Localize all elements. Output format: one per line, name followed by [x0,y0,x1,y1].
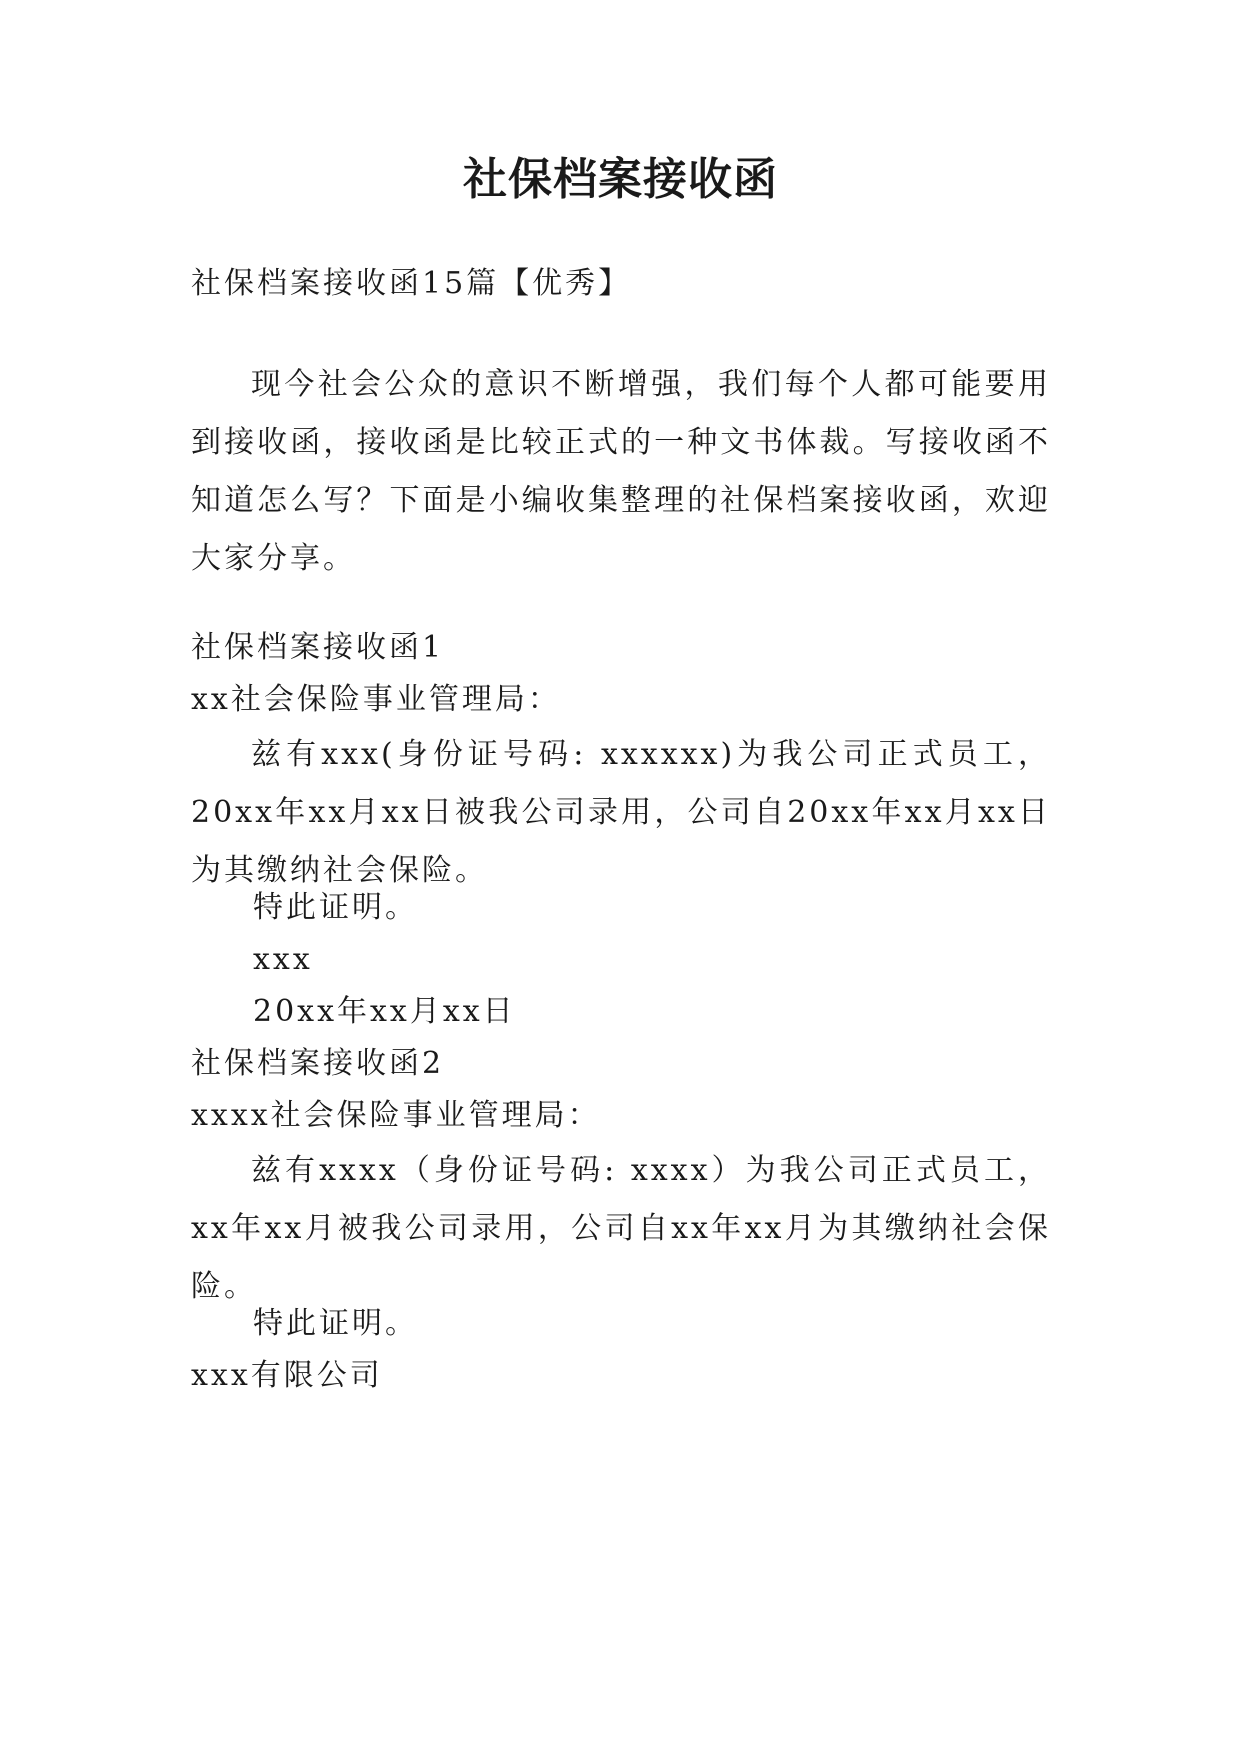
intro-paragraph: 现今社会公众的意识不断增强，我们每个人都可能要用到接收函，接收函是比较正式的一种文书体裁。写接收函不知道怎么写？下面是小编收集整理的社保档案接收函，欢迎大家分享。 [191,367,1051,576]
letter1-closing: 特此证明。 [253,890,418,925]
letter2-heading: 社保档案接收函2 [191,1046,445,1081]
letter2-signature: xxx有限公司 [191,1358,383,1393]
letter1-recipient: xx社会保险事业管理局： [191,682,561,717]
letter2-closing: 特此证明。 [253,1306,418,1341]
letter2-body: 兹有xxxx（身份证号码: xxxx）为我公司正式员工，xx年xx月被我公司录用，公司自xx年xx月为其缴纳社会保险。 [191,1153,1051,1304]
page-title: 社保档案接收函 [463,154,778,205]
letter1-heading: 社保档案接收函1 [191,630,445,665]
letter1-date: 20xx年xx月xx日 [253,994,516,1029]
document-subtitle: 社保档案接收函15篇【优秀】 [191,266,632,301]
letter1-body: 兹有xxx(身份证号码: xxxxxx)为我公司正式员工，20xx年xx月xx日被我公司录用，公司自20xx年xx月xx日为其缴纳社会保险。 [191,737,1051,888]
letter1-signature: xxx [253,942,313,977]
letter2-recipient: xxxx社会保险事业管理局： [191,1098,601,1133]
